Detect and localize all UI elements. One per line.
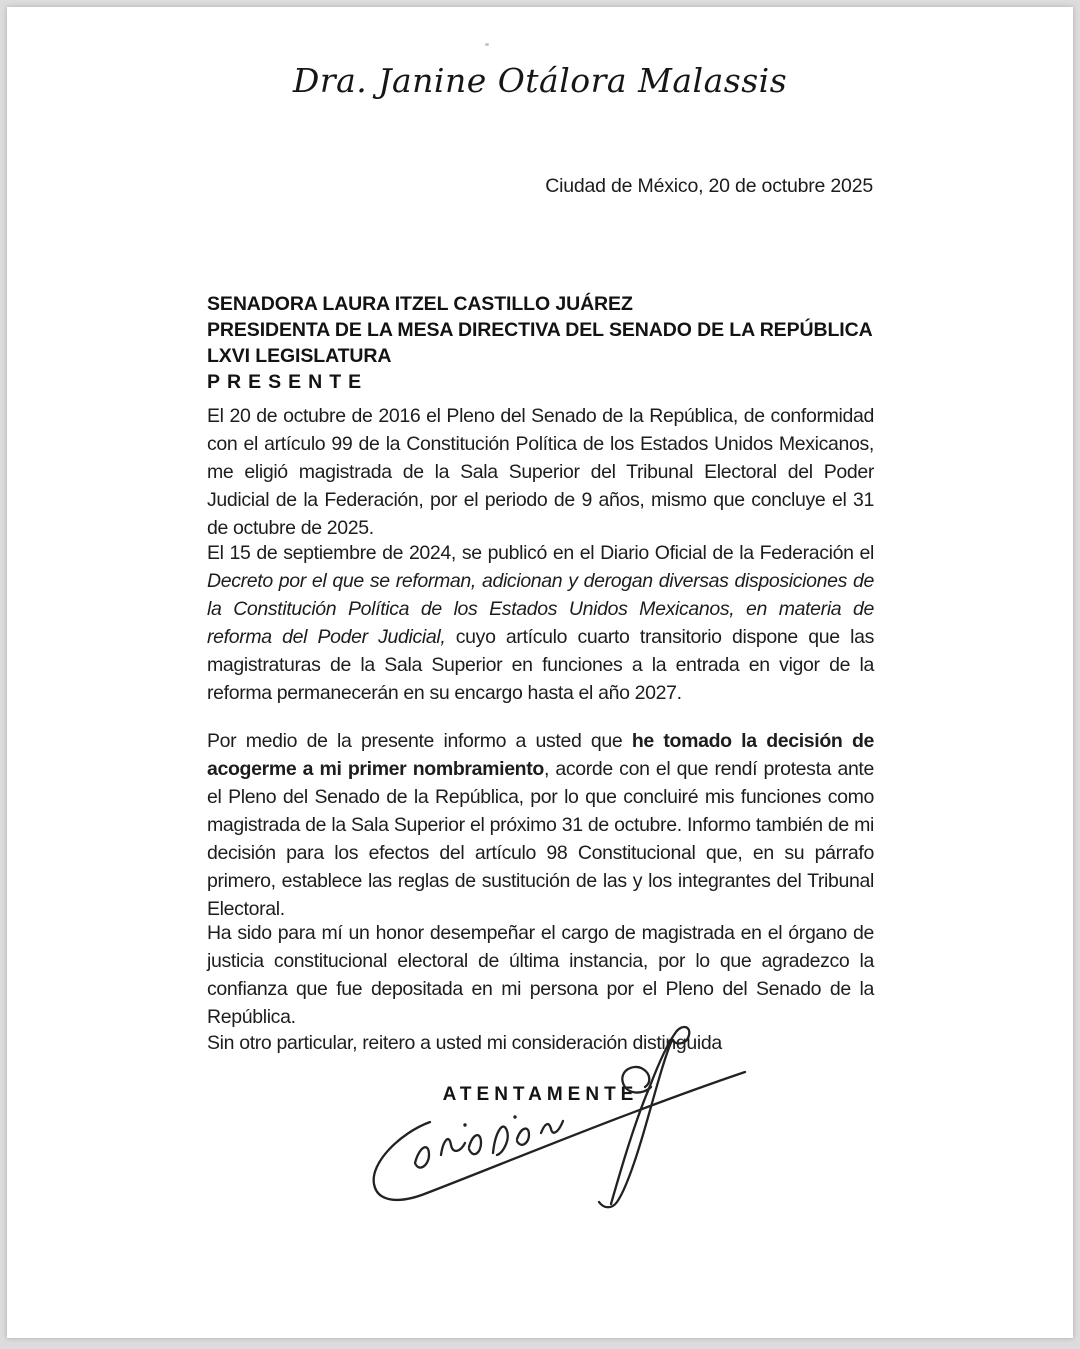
recipient-name: SENADORA LAURA ITZEL CASTILLO JUÁREZ [207,293,633,315]
closing-line: Sin otro particular, reitero a usted mi consideración distinguida [207,1032,722,1054]
scan-artifact-dot [485,43,489,46]
body-paragraph-1: El 20 de octubre de 2016 el Pleno del Senado de la República, de conformidad con el artículo 99 de la Constitución Política de los Estados Unidos Mexicanos, me eligió magistrada de la Sala Superior del Tribunal Electoral del Poder Judicial de la Federación, por el periodo de 9 años, mismo que concluye el 31 de octubre de 2025. [207,405,874,539]
recipient-title: PRESIDENTA DE LA MESA DIRECTIVA DEL SENADO DE LA REPÚBLICA [207,319,873,341]
recipient-legislature: LXVI LEGISLATURA [207,345,392,367]
letterhead-name: Dra. Janine Otálora Malassis [292,61,788,100]
body-paragraph-3: Por medio de la presente informo a usted que he tomado la decisión de acogerme a mi primer nombramiento, acorde con el que rendí protesta ante el Pleno del Senado de la República, por lo que concluiré mis funciones como magistrada de la Sala Superior el próximo 31 de octubre. Informo también de mi decisión para los efectos del artículo 98 Constitucional que, en su párrafo primero, establece las reglas de sustitución de las y los integrantes del Tribunal Electoral. [207,730,875,920]
salutation-atentamente: ATENTAMENTE [442,1084,639,1105]
recipient-presente: PRESENTE [207,371,369,393]
body-paragraph-4: Ha sido para mí un honor desempeñar el cargo de magistrada en el órgano de justicia constitucional electoral de última instancia, por lo que agradezco la confianza que fue depositada en mi persona por el Pleno del Senado de la República. [207,922,874,1028]
date-line: Ciudad de México, 20 de octubre 2025 [545,175,873,197]
recipient-block [207,291,873,395]
body-paragraph-2: El 15 de septiembre de 2024, se publicó en el Diario Oficial de la Federación el Decreto por el que se reforman, adicionan y derogan diversas disposiciones de la Constitución Política de los Estados Unidos Mexicanos, en materia de reforma del Poder Judicial, cuyo artículo cuarto transitorio dispone que las magistraturas de la Sala Superior en funciones a la entrada en vigor de la reforma permanecerán en su encargo hasta el año 2027. [207,542,874,704]
letter-page [7,7,1073,1338]
